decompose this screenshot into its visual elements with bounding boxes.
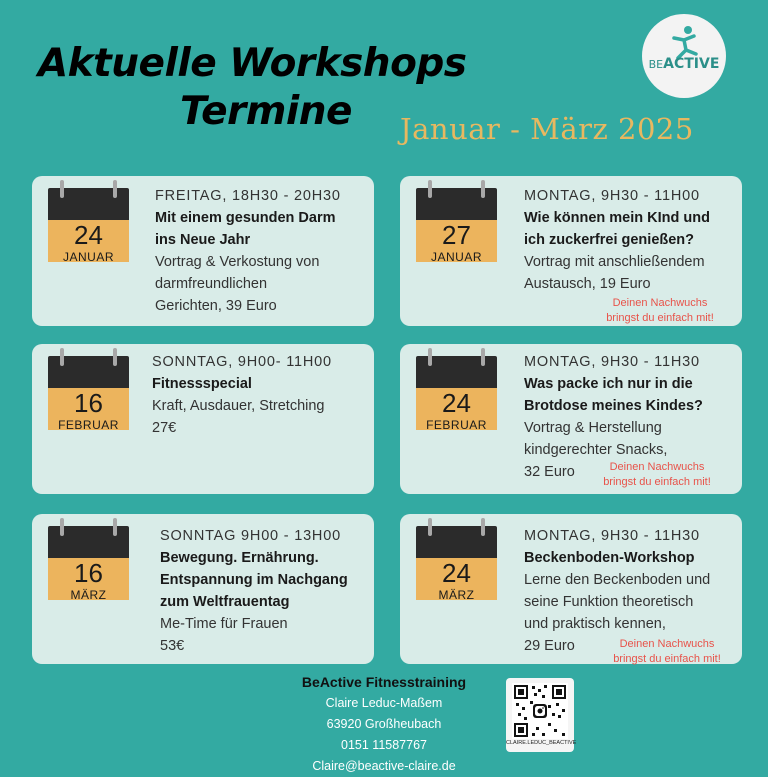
event-description: 32 Euro (524, 464, 575, 480)
contact-address: 63920 Großheubach (326, 717, 442, 731)
person-jumping-icon (668, 24, 704, 60)
calendar-icon (48, 348, 129, 430)
event-title: Wie können mein KInd und (524, 210, 710, 226)
page-title-line1: Aktuelle Workshops (38, 41, 467, 86)
event-title: Bewegung. Ernährung. (160, 550, 319, 566)
event-description: 53€ (160, 638, 185, 654)
calendar-month: FEBRUAR (58, 418, 119, 432)
event-title: Fitnessspecial (152, 376, 252, 392)
kids-welcome-note: Deinen Nachwuchs bringst du einfach mit! (613, 638, 721, 665)
calendar-icon (48, 180, 129, 262)
event-time: FREITAG, 18H30 - 20H30 (155, 188, 341, 204)
instagram-qr-code[interactable] (506, 678, 577, 752)
event-description: Me-Time für Frauen (160, 616, 288, 632)
calendar-icon (416, 518, 497, 600)
event-time: MONTAG, 9H30 - 11H30 (524, 354, 700, 370)
contact-footer (270, 672, 498, 777)
contact-name: Claire Leduc-Maßem (325, 696, 443, 710)
event-details (155, 185, 370, 317)
logo-wordmark: BEACTIVE (648, 56, 720, 72)
calendar-month: MÄRZ (438, 588, 475, 602)
kids-welcome-note: Deinen Nachwuchs bringst du einfach mit! (606, 297, 714, 324)
event-description: Kraft, Ausdauer, Stretching (152, 398, 325, 414)
event-title: Was packe ich nur in die (524, 376, 693, 392)
event-title: Mit einem gesunden Darm (155, 210, 336, 226)
event-title: Entspannung im Nachgang (160, 572, 348, 588)
qr-label: CLAIRE.LEDUC_BEACTIVE (506, 740, 577, 746)
calendar-month: JANUAR (430, 250, 482, 264)
event-title: ich zuckerfrei genießen? (524, 232, 695, 248)
event-description: darmfreundlichen (155, 276, 268, 292)
calendar-day: 24 (442, 388, 471, 418)
event-description: Vortrag & Verkostung von (155, 254, 320, 270)
event-details (160, 525, 372, 657)
calendar-month: JANUAR (62, 250, 114, 264)
calendar-month: MÄRZ (70, 588, 107, 602)
event-description: und praktisch kennen, (524, 616, 666, 632)
kids-welcome-note: Deinen Nachwuchs bringst du einfach mit! (603, 461, 711, 488)
calendar-day: 24 (442, 558, 471, 588)
contact-phone: 0151 11587767 (341, 738, 427, 752)
event-description: 27€ (152, 420, 177, 436)
event-time: MONTAG, 9H30 - 11H30 (524, 528, 700, 544)
calendar-icon (48, 518, 129, 600)
page-title-line2: Termine (180, 89, 352, 134)
beactive-logo (642, 14, 726, 98)
qr-code-image (512, 683, 568, 739)
event-title: zum Weltfrauentag (160, 594, 290, 610)
event-title: Brotdose meines Kindes? (524, 398, 703, 414)
event-description: seine Funktion theoretisch (524, 594, 694, 610)
calendar-month: FEBRUAR (426, 418, 487, 432)
date-range-subtitle: Januar - März 2025 (400, 112, 694, 146)
calendar-icon (416, 348, 497, 430)
calendar-day: 24 (74, 220, 103, 250)
event-title: ins Neue Jahr (155, 232, 251, 248)
contact-email[interactable]: Claire@beactive-claire.de (312, 759, 456, 773)
event-time: SONNTAG 9H00 - 13H00 (160, 528, 341, 544)
event-time: MONTAG, 9H30 - 11H00 (524, 188, 700, 204)
event-description: Gerichten, 39 Euro (155, 298, 277, 314)
event-description: Lerne den Beckenboden und (524, 572, 711, 588)
event-description: Vortrag & Herstellung (524, 420, 662, 436)
calendar-icon (416, 180, 497, 262)
event-title: Beckenboden-Workshop (524, 550, 695, 566)
calendar-day: 27 (442, 220, 471, 250)
event-description: kindgerechter Snacks, (524, 442, 668, 458)
event-description: 29 Euro (524, 638, 575, 654)
event-time: SONNTAG, 9H00- 11H00 (152, 354, 332, 370)
calendar-day: 16 (74, 388, 103, 418)
calendar-day: 16 (74, 558, 103, 588)
event-description: Austausch, 19 Euro (524, 276, 651, 292)
event-details (152, 351, 367, 439)
event-details (524, 185, 739, 295)
organization-name: BeActive Fitnesstraining (301, 674, 467, 690)
event-description: Vortrag mit anschließendem (524, 254, 705, 270)
